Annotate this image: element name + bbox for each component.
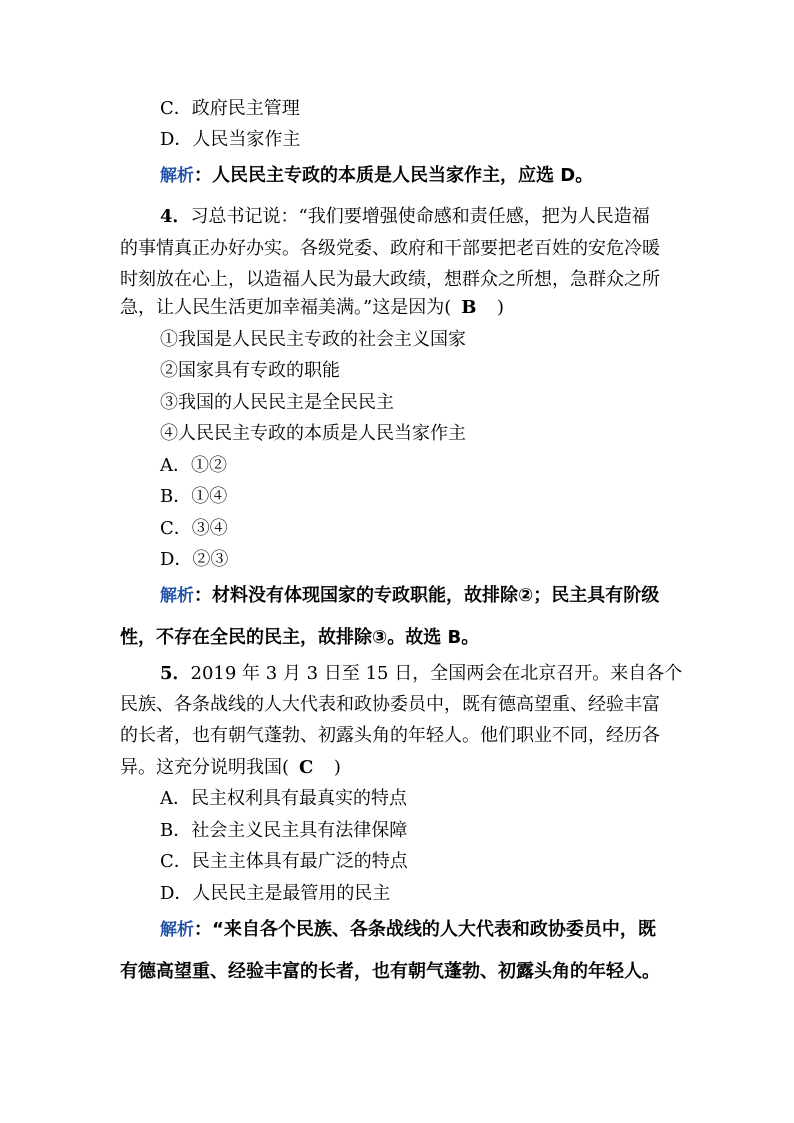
- q3-analysis: [160, 164, 593, 188]
- q4-statement-1: ①我国是人民民主专政的社会主义国家: [160, 329, 466, 350]
- q5-stem-text-1: 2019 年 3 月 3 日至 15 日，全国两会在北京召开。来自各个: [190, 663, 683, 684]
- q4-analysis-line-1: [160, 584, 659, 608]
- q4-stem-line-3: 时刻放在心上，以造福人民为最大政绩，想群众之所想，急群众之所: [120, 269, 660, 290]
- q5-stem-line-2: 民族、各条战线的人大代表和政协委员中，既有德高望重、经验丰富: [120, 694, 660, 715]
- q4-statement-2: ②国家具有专政的职能: [160, 360, 340, 381]
- q4-stem-line-1: [160, 205, 650, 229]
- q5-close-paren: ): [333, 757, 341, 778]
- q4-stem-text-4: 急，让人民生活更加幸福美满。”这是因为(: [120, 297, 452, 318]
- q4-stem-text-1: 习总书记说：“我们要增强使命感和责任感，把为人民造福: [190, 206, 650, 227]
- q5-option-c: C．民主主体具有最广泛的特点: [160, 851, 408, 872]
- q4-answer: B: [461, 297, 477, 318]
- q5-option-b: B．社会主义民主具有法律保障: [160, 820, 408, 841]
- q4-close-paren: ): [496, 297, 504, 318]
- q5-option-d: D．人民民主是最管用的民主: [160, 883, 391, 904]
- q4-analysis-line-2: 性，不存在全民的民主，故排除③。故选 B。: [120, 627, 480, 648]
- q5-stem-line-3: 的长者，也有朝气蓬勃、初露头角的年轻人。他们职业不同，经历各: [120, 725, 660, 746]
- q5-stem-text-4: 异。这充分说明我国(: [120, 757, 290, 778]
- q3-option-c: C．政府民主管理: [160, 98, 300, 119]
- q4-option-b: B．①④: [160, 486, 228, 507]
- q5-answer: C: [299, 757, 314, 778]
- q4-option-d: D．②③: [160, 549, 229, 570]
- q4-number: 4．: [160, 206, 191, 227]
- q5-stem-line-4: [120, 756, 341, 780]
- q4-option-c: C．③④: [160, 518, 228, 539]
- q3-analysis-text: ：人民民主专政的本质是人民当家作主，应选 D。: [194, 165, 594, 186]
- q5-analysis-line-1: [160, 918, 656, 942]
- q3-analysis-label: 解析: [160, 166, 194, 186]
- q4-statement-3: ③我国的人民民主是全民民主: [160, 392, 394, 413]
- q5-number: 5．: [160, 663, 191, 684]
- q5-analysis-text-1: ：“来自各个民族、各条战线的人大代表和政协委员中，既: [194, 919, 656, 940]
- q4-option-a: A．①②: [160, 455, 227, 476]
- q5-analysis-label: 解析: [160, 920, 194, 940]
- q4-stem-line-2: 的事情真正办好办实。各级党委、政府和干部要把老百姓的安危冷暖: [120, 238, 660, 259]
- q4-analysis-label: 解析: [160, 586, 194, 606]
- q5-option-a: A．民主权利具有最真实的特点: [160, 788, 407, 809]
- q4-stem-line-4: [120, 296, 504, 320]
- q5-analysis-line-2: 有德高望重、经验丰富的长者，也有朝气蓬勃、初露头角的年轻人。: [120, 961, 660, 982]
- q4-statement-4: ④人民民主专政的本质是人民当家作主: [160, 423, 466, 444]
- q4-analysis-text-1: ：材料没有体现国家的专政职能，故排除②；民主具有阶级: [194, 585, 660, 606]
- q3-option-d: D．人民当家作主: [160, 129, 301, 150]
- q5-stem-line-1: [160, 662, 682, 686]
